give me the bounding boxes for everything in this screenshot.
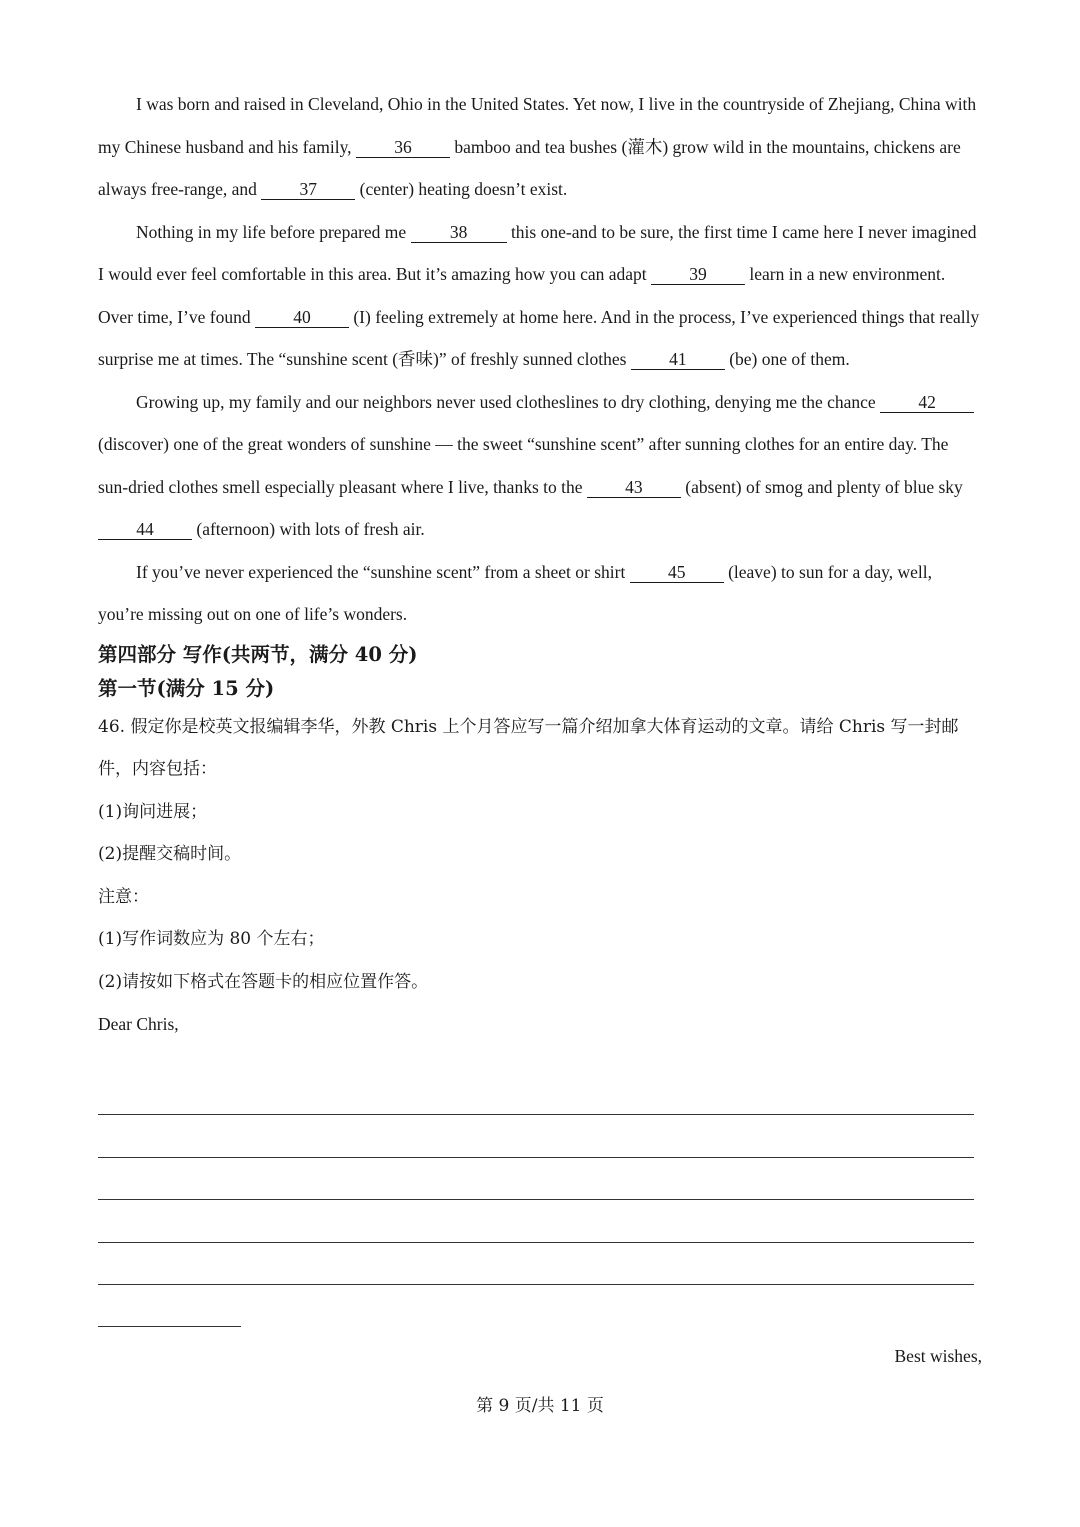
passage-text: this one-and to be sure, the first time I came here I never imagined I would ever feel comfortable in this area. But it’s amazing how you can adapt <box>98 221 977 284</box>
passage-paragraph-2 <box>98 211 982 381</box>
passage-paragraph-1 <box>98 83 982 211</box>
answer-line-4[interactable] <box>98 1242 974 1243</box>
passage-text: bamboo and tea bushes (灌木) grow wild in the mountains, chickens are always free-range, and <box>98 136 961 199</box>
passage-text: Nothing in my life before prepared me <box>136 221 411 242</box>
blank-36[interactable]: 36 <box>356 137 450 158</box>
passage-text: learn in a new environment. Over time, I’ve found <box>98 264 946 327</box>
page-number: 第 9 页/共 11 页 <box>476 1396 604 1416</box>
passage-text: I was born and raised in Cleveland, Ohio in the United States. Yet now, I live in the countryside of Zhejiang, China with my Chinese husband and his family, <box>98 94 977 157</box>
blank-40[interactable]: 40 <box>255 307 349 328</box>
subsection-heading: 第一节(满分 15 分) <box>98 676 275 700</box>
answer-line-1[interactable] <box>98 1114 974 1115</box>
writing-prompt: 46. 假定你是校英文报编辑李华，外教 Chris 上个月答应写一篇介绍加拿大体育运动的文章。请给 Chris 写一封邮件，内容包括： <box>98 716 959 779</box>
passage-paragraph-4 <box>98 551 982 636</box>
passage-paragraph-3 <box>98 381 982 551</box>
salutation: Dear Chris, <box>98 1014 179 1034</box>
answer-line-6[interactable] <box>98 1326 241 1327</box>
passage-text: (afternoon) with lots of fresh air. <box>192 519 425 539</box>
passage-text: (discover) one of the great wonders of sunshine — the sweet “sunshine scent” after sunning clothes for an entire day. The sun-dried clothes smell especially pleasant where I live, thanks to the <box>98 434 949 497</box>
answer-line-5[interactable] <box>98 1284 974 1285</box>
blank-45[interactable]: 45 <box>630 562 724 583</box>
requirement-1: (1)询问进展； <box>98 801 208 822</box>
passage-text: (be) one of them. <box>724 349 850 369</box>
exam-page <box>98 0 982 1046</box>
passage-text: (leave) to sun for a day, well, you’re missing out on one of life’s wonders. <box>98 561 933 624</box>
blank-41[interactable]: 41 <box>631 349 725 370</box>
passage-text: If you’ve never experienced the “sunshine scent” from a sheet or shirt <box>136 561 630 582</box>
blank-39[interactable]: 39 <box>651 264 745 285</box>
passage-text: Growing up, my family and our neighbors never used clotheslines to dry clothing, denying me the chance <box>136 391 881 412</box>
blank-44[interactable]: 44 <box>98 519 192 540</box>
blank-43[interactable]: 43 <box>587 477 681 498</box>
note-label: 注意： <box>98 886 149 907</box>
note-2: (2)请按如下格式在答题卡的相应位置作答。 <box>98 971 429 992</box>
closing-text: Best wishes, <box>894 1346 982 1366</box>
requirement-2: (2)提醒交稿时间。 <box>98 844 242 864</box>
passage-text: (center) heating doesn’t exist. <box>355 179 568 199</box>
blank-42[interactable]: 42 <box>880 392 974 413</box>
passage-text: (I) feeling extremely at home here. And in the process, I’ve experienced things that really surprise me at times. The “sunshine scent (香味)” of freshly sunned clothes <box>98 306 980 369</box>
note-1: (1)写作词数应为 80 个左右； <box>98 929 325 949</box>
section-heading: 第四部分 写作(共两节，满分 40 分) <box>98 642 418 666</box>
answer-line-3[interactable] <box>98 1199 974 1200</box>
passage-text: (absent) of smog and plenty of blue sky <box>680 476 963 497</box>
answer-line-2[interactable] <box>98 1157 974 1158</box>
blank-38[interactable]: 38 <box>411 222 507 243</box>
blank-37[interactable]: 37 <box>261 179 355 200</box>
